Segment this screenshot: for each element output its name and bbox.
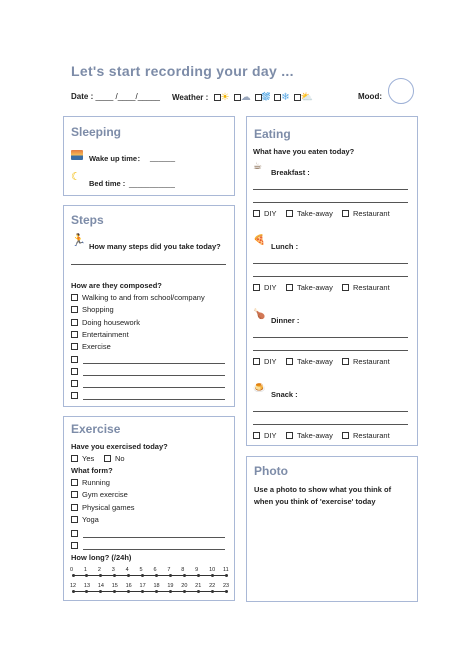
meal-choice-label: Take-away [297, 431, 333, 440]
hour-tick[interactable] [197, 590, 200, 593]
steps-option-checkbox[interactable] [71, 343, 78, 350]
meal-choice-checkbox[interactable] [286, 432, 293, 439]
hour-tick[interactable] [197, 574, 200, 577]
hour-label: 12 [70, 583, 77, 589]
hour-label: 7 [167, 567, 171, 573]
meal-answer-line[interactable] [253, 411, 408, 412]
meal-answer-line[interactable] [253, 424, 408, 425]
yes-label: Yes [82, 454, 95, 463]
steps-custom-line[interactable] [83, 375, 225, 376]
exercise-form-option[interactable] [71, 515, 99, 524]
meal-label: Breakfast : [271, 168, 310, 177]
weather-checkbox-sunny[interactable] [214, 94, 221, 101]
exercise-custom-line[interactable] [83, 549, 225, 550]
steps-option-label: Walking to and from school/company [82, 293, 205, 302]
steps-option-label: Shopping [82, 305, 114, 315]
hour-tick[interactable] [183, 590, 186, 593]
meal-choice-checkbox[interactable] [342, 358, 349, 365]
meal-choice-label: Take-away [297, 357, 333, 366]
hour-tick[interactable] [85, 590, 88, 593]
steps-custom-line[interactable] [83, 363, 225, 364]
steps-custom-checkbox[interactable] [71, 392, 78, 399]
steps-custom-option[interactable] [71, 367, 82, 376]
hour-label: 13 [83, 583, 91, 589]
meal-label: Snack : [271, 390, 298, 399]
eating-title: Eating [254, 127, 291, 141]
photo-title: Photo [254, 464, 288, 478]
meal-choice-label: Restaurant [353, 431, 390, 440]
hour-label: 23 [223, 583, 230, 589]
meal-choice-checkbox[interactable] [286, 358, 293, 365]
hour-label: 6 [153, 567, 157, 573]
meal-choice-label: Restaurant [353, 209, 390, 218]
hour-label: 16 [125, 583, 132, 589]
hour-label: 14 [97, 583, 104, 589]
exercise-question: Have you exercised today? [71, 442, 168, 451]
no-label: No [115, 454, 125, 463]
meal-answer-line[interactable] [253, 189, 408, 190]
sleeping-section [63, 116, 235, 196]
exercise-form-label: Gym exercise [82, 490, 128, 500]
meal-answer-line[interactable] [253, 202, 408, 203]
hour-label: 4 [125, 567, 129, 573]
hour-label: 8 [181, 567, 185, 573]
meal-choice-label: Restaurant [353, 283, 390, 292]
rain-icon: ⛆ [261, 92, 270, 103]
steps-title: Steps [71, 213, 104, 227]
steps-section [63, 205, 235, 407]
meal-choice-checkbox[interactable] [253, 358, 260, 365]
exercise-form-label: Yoga [82, 515, 99, 525]
exercise-yes-option[interactable] [71, 454, 94, 463]
meal-choice-checkbox[interactable] [342, 284, 349, 291]
steps-custom-checkbox[interactable] [71, 356, 78, 363]
steps-option-checkbox[interactable] [71, 319, 78, 326]
hour-label: 22 [209, 583, 216, 589]
coffee-cup-icon: ☕ [253, 161, 262, 172]
hour-tick[interactable] [141, 574, 144, 577]
meal-choice-option[interactable] [342, 209, 390, 218]
runner-icon: 🏃 [71, 233, 86, 247]
steps-option-label: Exercise [82, 342, 111, 352]
exercise-custom-option[interactable] [71, 529, 82, 538]
meal-choice-label: DIY [264, 357, 277, 366]
photo-instruction-line2: when you think of 'exercise' today [254, 497, 376, 506]
hour-label: 9 [195, 567, 199, 573]
pudding-icon: 🍮 [253, 383, 266, 394]
steps-option-label: Doing housework [82, 317, 140, 327]
exercise-custom-option[interactable] [71, 541, 82, 550]
hour-tick[interactable] [225, 574, 228, 577]
eating-section [246, 116, 418, 446]
meal-choice-option[interactable] [286, 357, 333, 366]
how-long-label: How long? (/24h) [71, 553, 132, 562]
exercise-form-checkbox[interactable] [71, 491, 78, 498]
meal-choice-checkbox[interactable] [286, 210, 293, 217]
hour-tick[interactable] [127, 590, 130, 593]
steps-option[interactable] [71, 305, 114, 314]
mood-label: Mood: [358, 92, 382, 101]
photo-instruction-line1: Use a photo to show what you think of [254, 485, 392, 494]
hour-timeline-line [73, 591, 226, 592]
meal-choice-label: Take-away [297, 209, 333, 218]
hour-tick[interactable] [99, 590, 102, 593]
sleeping-title: Sleeping [71, 125, 122, 139]
exercise-custom-checkbox[interactable] [71, 542, 78, 549]
meal-answer-line[interactable] [253, 276, 408, 277]
hour-tick[interactable] [169, 590, 172, 593]
page-title: Let's start recording your day ... [71, 63, 294, 79]
hour-label: 21 [195, 583, 202, 589]
steps-custom-option[interactable] [71, 379, 82, 388]
steps-option[interactable] [71, 318, 140, 327]
hour-timeline-line [73, 575, 226, 576]
sunrise-icon [71, 150, 83, 160]
weather-field [172, 92, 315, 103]
date-label: Date : [71, 92, 94, 101]
hour-tick[interactable] [141, 590, 144, 593]
hour-tick[interactable] [169, 574, 172, 577]
meal-choice-label: DIY [264, 431, 277, 440]
hour-label: 1 [83, 567, 87, 573]
hour-tick[interactable] [113, 590, 116, 593]
weather-checkbox-cloudy[interactable] [234, 94, 241, 101]
eating-question: What have you eaten today? [253, 147, 355, 156]
exercise-no-option[interactable] [104, 454, 125, 463]
exercise-form-option[interactable] [71, 478, 110, 487]
hour-tick[interactable] [72, 590, 75, 593]
exercise-form-option[interactable] [71, 490, 128, 499]
weather-checkbox-rainy[interactable] [255, 94, 262, 101]
steps-custom-checkbox[interactable] [71, 368, 78, 375]
hour-tick[interactable] [211, 590, 214, 593]
steps-custom-line[interactable] [83, 387, 225, 388]
pizza-slice-icon: 🍕 [253, 235, 266, 246]
hour-label: 2 [97, 567, 101, 573]
no-checkbox[interactable] [104, 455, 111, 462]
meal-choice-option[interactable] [286, 209, 333, 218]
exercise-custom-checkbox[interactable] [71, 530, 78, 537]
steps-custom-option[interactable] [71, 355, 82, 364]
steps-option[interactable] [71, 330, 129, 339]
hour-label: 11 [223, 567, 229, 573]
meal-choice-checkbox[interactable] [253, 284, 260, 291]
wake-up-label: Wake up time： [89, 154, 145, 163]
meal-choice-option[interactable] [253, 209, 277, 218]
drumstick-icon: 🍗 [253, 309, 266, 320]
steps-question: How many steps did you take today? [89, 242, 221, 251]
meal-choice-checkbox[interactable] [286, 284, 293, 291]
hour-label: 18 [153, 583, 160, 589]
exercise-form-checkbox[interactable] [71, 504, 78, 511]
exercise-form-label: What form? [71, 466, 113, 475]
hour-label: 5 [139, 567, 143, 573]
exercise-form-checkbox[interactable] [71, 479, 78, 486]
exercise-section [63, 416, 235, 601]
steps-option-checkbox[interactable] [71, 331, 78, 338]
hour-tick[interactable] [127, 574, 130, 577]
hour-tick[interactable] [225, 590, 228, 593]
hour-tick[interactable] [72, 574, 75, 577]
exercise-form-option[interactable] [71, 503, 135, 512]
bed-time-blank[interactable]: ___________ [129, 179, 175, 188]
steps-composed-label: How are they composed? [71, 281, 162, 290]
hour-tick[interactable] [155, 574, 158, 577]
exercise-form-checkbox[interactable] [71, 516, 78, 523]
hour-label: 15 [111, 583, 118, 589]
hour-tick[interactable] [211, 574, 214, 577]
weather-label: Weather : [172, 93, 209, 102]
meal-answer-line[interactable] [253, 337, 408, 338]
meal-choice-option[interactable] [253, 357, 277, 366]
exercise-form-label: Physical games [82, 502, 135, 512]
steps-option-checkbox[interactable] [71, 306, 78, 313]
meal-choice-option[interactable] [342, 283, 390, 292]
steps-answer-line[interactable] [71, 264, 226, 265]
hour-label: 0 [70, 567, 74, 573]
hour-label: 3 [111, 567, 115, 573]
exercise-form-label: Running [82, 478, 110, 487]
meal-choice-checkbox[interactable] [253, 432, 260, 439]
steps-custom-checkbox[interactable] [71, 380, 78, 387]
hour-tick[interactable] [183, 574, 186, 577]
bed-time-label: Bed time : [89, 179, 126, 188]
meal-choice-checkbox[interactable] [253, 210, 260, 217]
meal-choice-option[interactable] [253, 283, 277, 292]
steps-custom-option[interactable] [71, 391, 82, 400]
meal-choice-option[interactable] [286, 283, 333, 292]
steps-option-checkbox[interactable] [71, 294, 78, 301]
meal-label: Lunch : [271, 242, 299, 251]
hour-label: 19 [167, 583, 174, 589]
meal-choice-option[interactable] [342, 431, 390, 440]
sun-icon: ☀ [220, 92, 230, 103]
meal-label: Dinner : [271, 316, 300, 325]
meal-choice-option[interactable] [286, 431, 333, 440]
meal-choice-label: DIY [264, 283, 277, 292]
hour-label: 10 [209, 567, 216, 573]
hour-label: 17 [139, 583, 146, 589]
photo-section[interactable] [246, 456, 418, 602]
hour-tick[interactable] [113, 574, 116, 577]
yes-checkbox[interactable] [71, 455, 78, 462]
exercise-title: Exercise [71, 422, 121, 436]
steps-option[interactable] [71, 293, 205, 302]
date-blanks: ____ /____/_____ [95, 92, 160, 101]
meal-choice-label: DIY [264, 209, 277, 218]
snowflake-icon: ❄ [281, 92, 290, 103]
meal-choice-label: Restaurant [353, 357, 390, 366]
hour-tick[interactable] [99, 574, 102, 577]
mood-circle[interactable] [388, 78, 414, 104]
meal-answer-line[interactable] [253, 263, 408, 264]
hour-tick[interactable] [155, 590, 158, 593]
meal-choice-option[interactable] [253, 431, 277, 440]
hour-tick[interactable] [85, 574, 88, 577]
weather-checkbox-windy[interactable] [294, 94, 301, 101]
meal-choice-checkbox[interactable] [342, 210, 349, 217]
steps-custom-line[interactable] [83, 399, 225, 400]
crescent-moon-icon: ☾ [71, 171, 81, 183]
meal-choice-option[interactable] [342, 357, 390, 366]
meal-choice-checkbox[interactable] [342, 432, 349, 439]
date-field[interactable] [71, 92, 160, 101]
cloud-icon: ☁ [240, 92, 251, 103]
wind-cloud-icon: ⛅ [300, 92, 314, 103]
exercise-custom-line[interactable] [83, 537, 225, 538]
meal-choice-label: Take-away [297, 283, 333, 292]
meal-answer-line[interactable] [253, 350, 408, 351]
wake-up-blank[interactable]: ______ [150, 153, 176, 162]
hour-label: 20 [181, 583, 188, 589]
steps-option-label: Entertainment [82, 329, 129, 339]
steps-option[interactable] [71, 342, 111, 351]
